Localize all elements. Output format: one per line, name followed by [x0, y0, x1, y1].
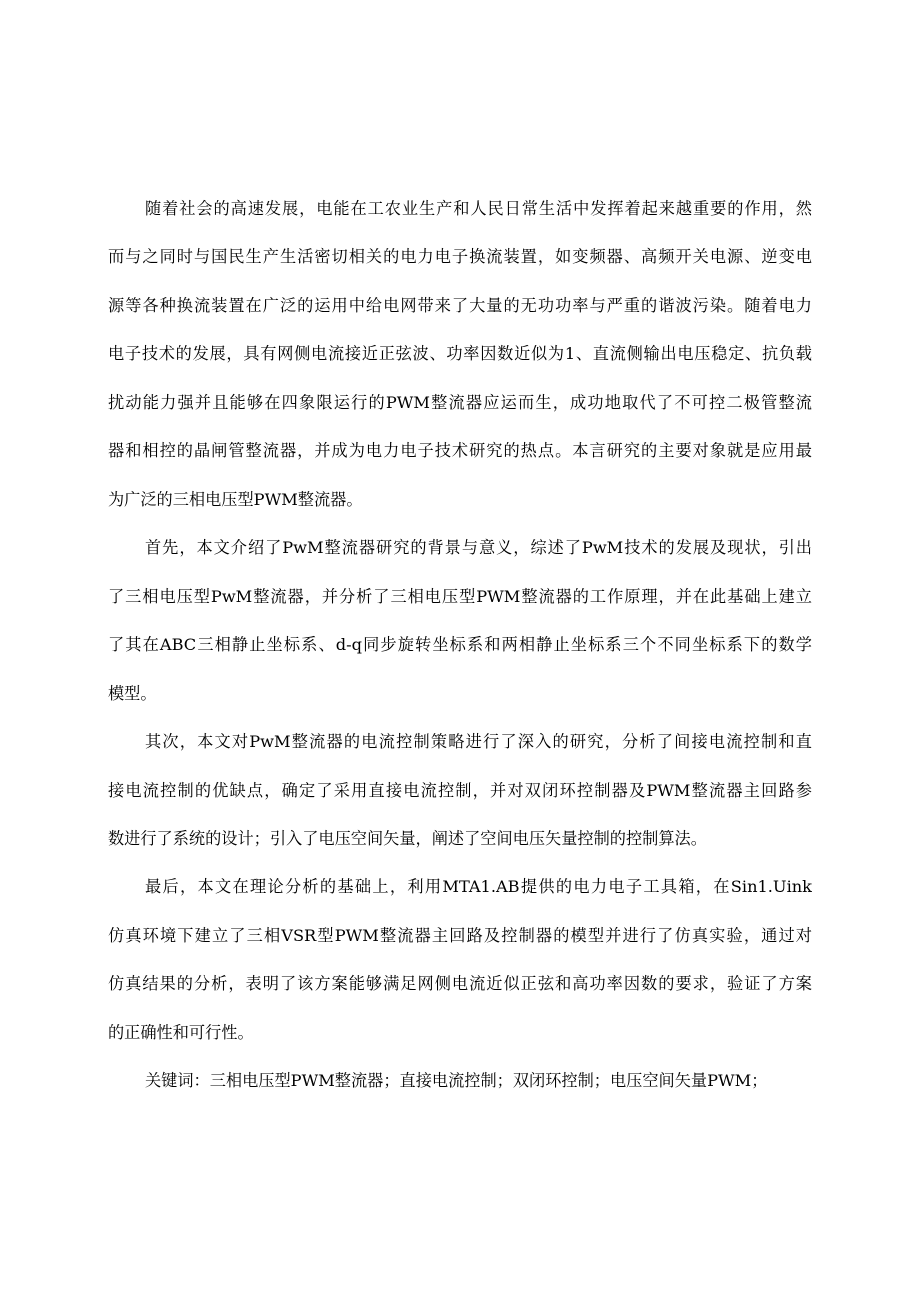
paragraph-1-line-4: 电子技术的发展，具有网侧电流接近正弦波、功率因数近似为1、直流侧输出电压稳定、抗负载 [108, 344, 812, 363]
paragraph-3-line-2: 接电流控制的优缺点，确定了采用直接电流控制，并对双闭环控制器及PWM整流器主回路参 [108, 781, 812, 800]
paragraph-4-line-1: 最后，本文在理论分析的基础上，利用MTA1.AB提供的电力电子工具箱，在Sin1.Uink [145, 877, 812, 896]
paragraph-1-line-5: 扰动能力强并且能够在四象限运行的PWM整流器应运而生，成功地取代了不可控二极管整流 [108, 393, 812, 412]
keywords-line: 关键词：三相电压型PWM整流器；直接电流控制；双闭环控制；电压空间矢量PWM； [145, 1071, 768, 1090]
paragraph-1-line-1: 随着社会的高速发展，电能在工农业生产和人民日常生活中发挥着起来越重要的作用，然 [145, 199, 812, 218]
paragraph-3-line-3: 数进行了系统的设计；引入了电压空间矢量，阐述了空间电压矢量控制的控制算法。 [108, 829, 707, 848]
paragraph-2-line-4: 模型。 [108, 684, 157, 703]
paragraph-1-line-7: 为广泛的三相电压型PWM整流器。 [108, 490, 363, 509]
paragraph-4-line-4: 的正确性和可行性。 [108, 1023, 254, 1042]
paragraph-2-line-3: 了其在ABC三相静止坐标系、d-q同步旋转坐标系和两相静止坐标系三个不同坐标系下的数学 [108, 635, 812, 654]
paragraph-2-line-1: 首先，本文介绍了PwM整流器研究的背景与意义，综述了PwM技术的发展及现状，引出 [145, 538, 812, 557]
paragraph-1-line-6: 器和相控的晶闸管整流器，并成为电力电子技术研究的热点。本言研究的主要对象就是应用最 [108, 441, 812, 460]
paragraph-3-line-1: 其次，本文对PwM整流器的电流控制策略进行了深入的研究，分析了间接电流控制和直 [145, 732, 812, 751]
paragraph-1-line-3: 源等各种换流装置在广泛的运用中给电网带来了大量的无功功率与严重的谐波污染。随着电力 [108, 296, 812, 315]
paragraph-1-line-2: 而与之同时与国民生产生活密切相关的电力电子换流装置，如变频器、高频开关电源、逆变电 [108, 247, 812, 266]
paragraph-2-line-2: 了三相电压型PwM整流器，并分析了三相电压型PWM整流器的工作原理，并在此基础上建立 [108, 587, 812, 606]
paragraph-4-line-3: 仿真结果的分析，表明了该方案能够满足网侧电流近似正弦和高功率因数的要求，验证了方案 [108, 974, 812, 993]
paragraph-4-line-2: 仿真环境下建立了三相VSR型PWM整流器主回路及控制器的模型并进行了仿真实验，通过对 [108, 926, 812, 945]
